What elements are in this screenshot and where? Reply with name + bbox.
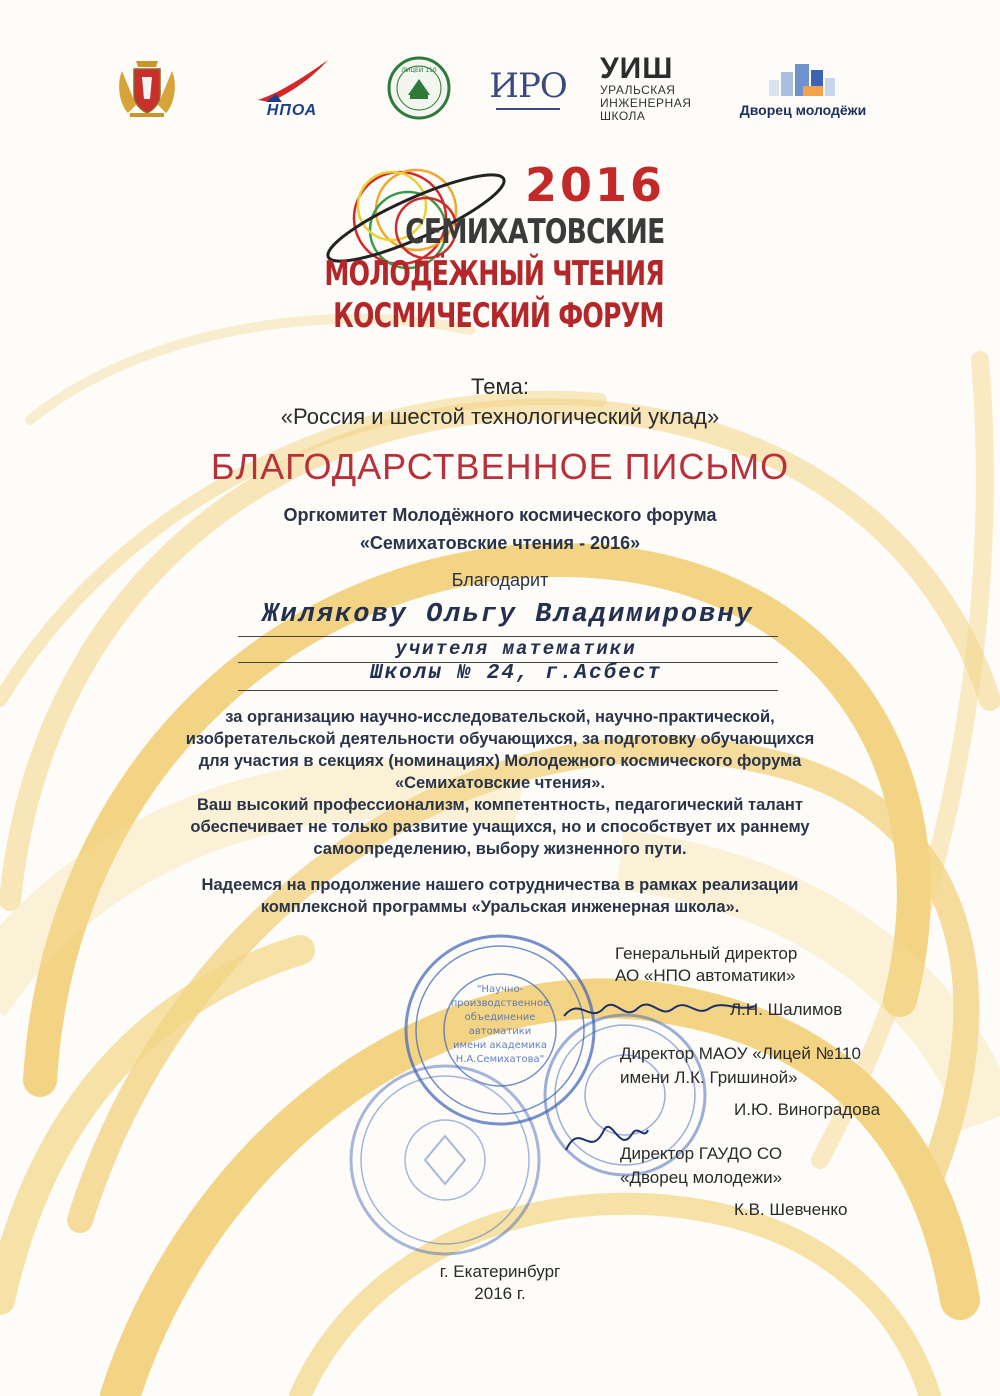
signature-2-title-2: имени Л.К. Гришиной» (620, 1068, 798, 1087)
recipient-school: Школы № 24, г.Асбест (369, 662, 663, 685)
paragraph-line: самоопределению, выбору жизненного пути. (313, 840, 687, 858)
paragraph-gratitude (0, 706, 1000, 794)
signature-3-name: К.В. Шевченко (734, 1200, 848, 1219)
theme-label: Тема: (471, 374, 529, 399)
uish-logo (600, 48, 710, 128)
dvorec-molodezhi-logo (736, 48, 870, 128)
signature-3-title-1: Директор ГАУДО СО (620, 1144, 783, 1163)
npoa-logo (252, 48, 332, 128)
footer-city: г. Екатеринбург (439, 1262, 561, 1281)
uish-logo-title: УИШ (600, 51, 674, 85)
forum-title-line-2: МОЛОДЁЖНЫЙ ЧТЕНИЯ (324, 254, 664, 294)
iro-logo-text: ИРО (489, 66, 567, 106)
coat-of-arms-icon (114, 55, 180, 121)
stamp-line: производственное (450, 998, 550, 1009)
paragraph-line: изобретательской деятельности обучающихся, за подготовку обучающихся (185, 730, 815, 748)
paragraph-professionalism (0, 794, 1000, 860)
forum-title-line-1: СЕМИХАТОВСКИЕ (404, 212, 664, 252)
signature-2-title-1: Директор МАОУ «Лицей №110 (620, 1044, 861, 1063)
rocket-swoosh-icon (252, 56, 332, 106)
npoa-logo-text: НПОА (266, 102, 318, 119)
stamp-line: Н.А.Семихатова" (455, 1054, 545, 1065)
recipient-underline (238, 636, 778, 637)
sverdlovsk-coat-of-arms-logo (112, 48, 182, 128)
theme-text: «Россия и шестой технологический уклад» (280, 404, 720, 429)
stamp-line: объединение (464, 1012, 536, 1023)
thanks-word: Благодарит (451, 570, 549, 590)
uish-logo-line-3: ШКОЛА (600, 108, 646, 123)
footer-year: 2016 г. (474, 1284, 526, 1303)
svg-text:ЛИЦЕЙ 110: ЛИЦЕЙ 110 (401, 67, 437, 74)
forum-year: 2016 (524, 158, 665, 212)
document-title: БЛАГОДАРСТВЕННОЕ ПИСЬМО (210, 446, 790, 487)
paragraph-line: «Семихатовские чтения». (394, 774, 606, 792)
dvorec-molodezhi-stamp (345, 1060, 545, 1260)
paragraph-line: Ваш высокий профессионализм, компетентность, педагогический талант (197, 796, 803, 814)
organizer-line-1: Оргкомитет Молодёжного космического форума (283, 505, 717, 525)
recipient-name: Жилякову Ольгу Владимировну (262, 600, 754, 630)
uish-logo-line-2: ИНЖЕНЕРНАЯ (600, 95, 692, 110)
building-blocks-icon (763, 58, 843, 98)
stamp-line: "Научно- (476, 984, 524, 995)
paragraph-cooperation (0, 874, 1000, 918)
paragraph-line: для участия в секциях (номинациях) Молодежного космического форума (198, 752, 802, 770)
signature-1-title-1: Генеральный директор (615, 944, 798, 963)
forum-title-line-3: КОСМИЧЕСКИЙ ФОРУМ (333, 296, 664, 336)
iro-logo-underline (496, 108, 560, 110)
stamp-line: имени академика (453, 1040, 547, 1051)
signature-3-title-2: «Дворец молодежи» (620, 1168, 783, 1187)
recipient-position: учителя математики (395, 638, 637, 660)
paragraph-line: за организацию научно-исследовательской, научно-практической, (225, 708, 775, 726)
iro-logo (490, 48, 566, 128)
organizer-line-2: «Семихатовские чтения - 2016» (359, 533, 641, 553)
paragraph-line: Надеемся на продолжение нашего сотрудничества в рамках реализации (201, 876, 799, 894)
school-underline (238, 690, 778, 691)
stamp-line: автоматики (468, 1026, 532, 1037)
paragraph-line: комплексной программы «Уральская инженерная школа». (260, 898, 740, 916)
signature-1-name: Л.Н. Шалимов (730, 1000, 843, 1019)
signature-1-title-2: АО «НПО автоматики» (615, 966, 796, 985)
dvorec-logo-text: Дворец молодёжи (739, 102, 867, 118)
lyceum-seal-icon (386, 55, 452, 121)
uish-logo-line-1: УРАЛЬСКАЯ (600, 82, 676, 97)
signature-2-name: И.Ю. Виноградова (734, 1100, 881, 1119)
paragraph-line: обеспечивает не только развитие учащихся, но и способствует их раннему (190, 818, 810, 836)
lyceum-110-logo (383, 48, 455, 128)
